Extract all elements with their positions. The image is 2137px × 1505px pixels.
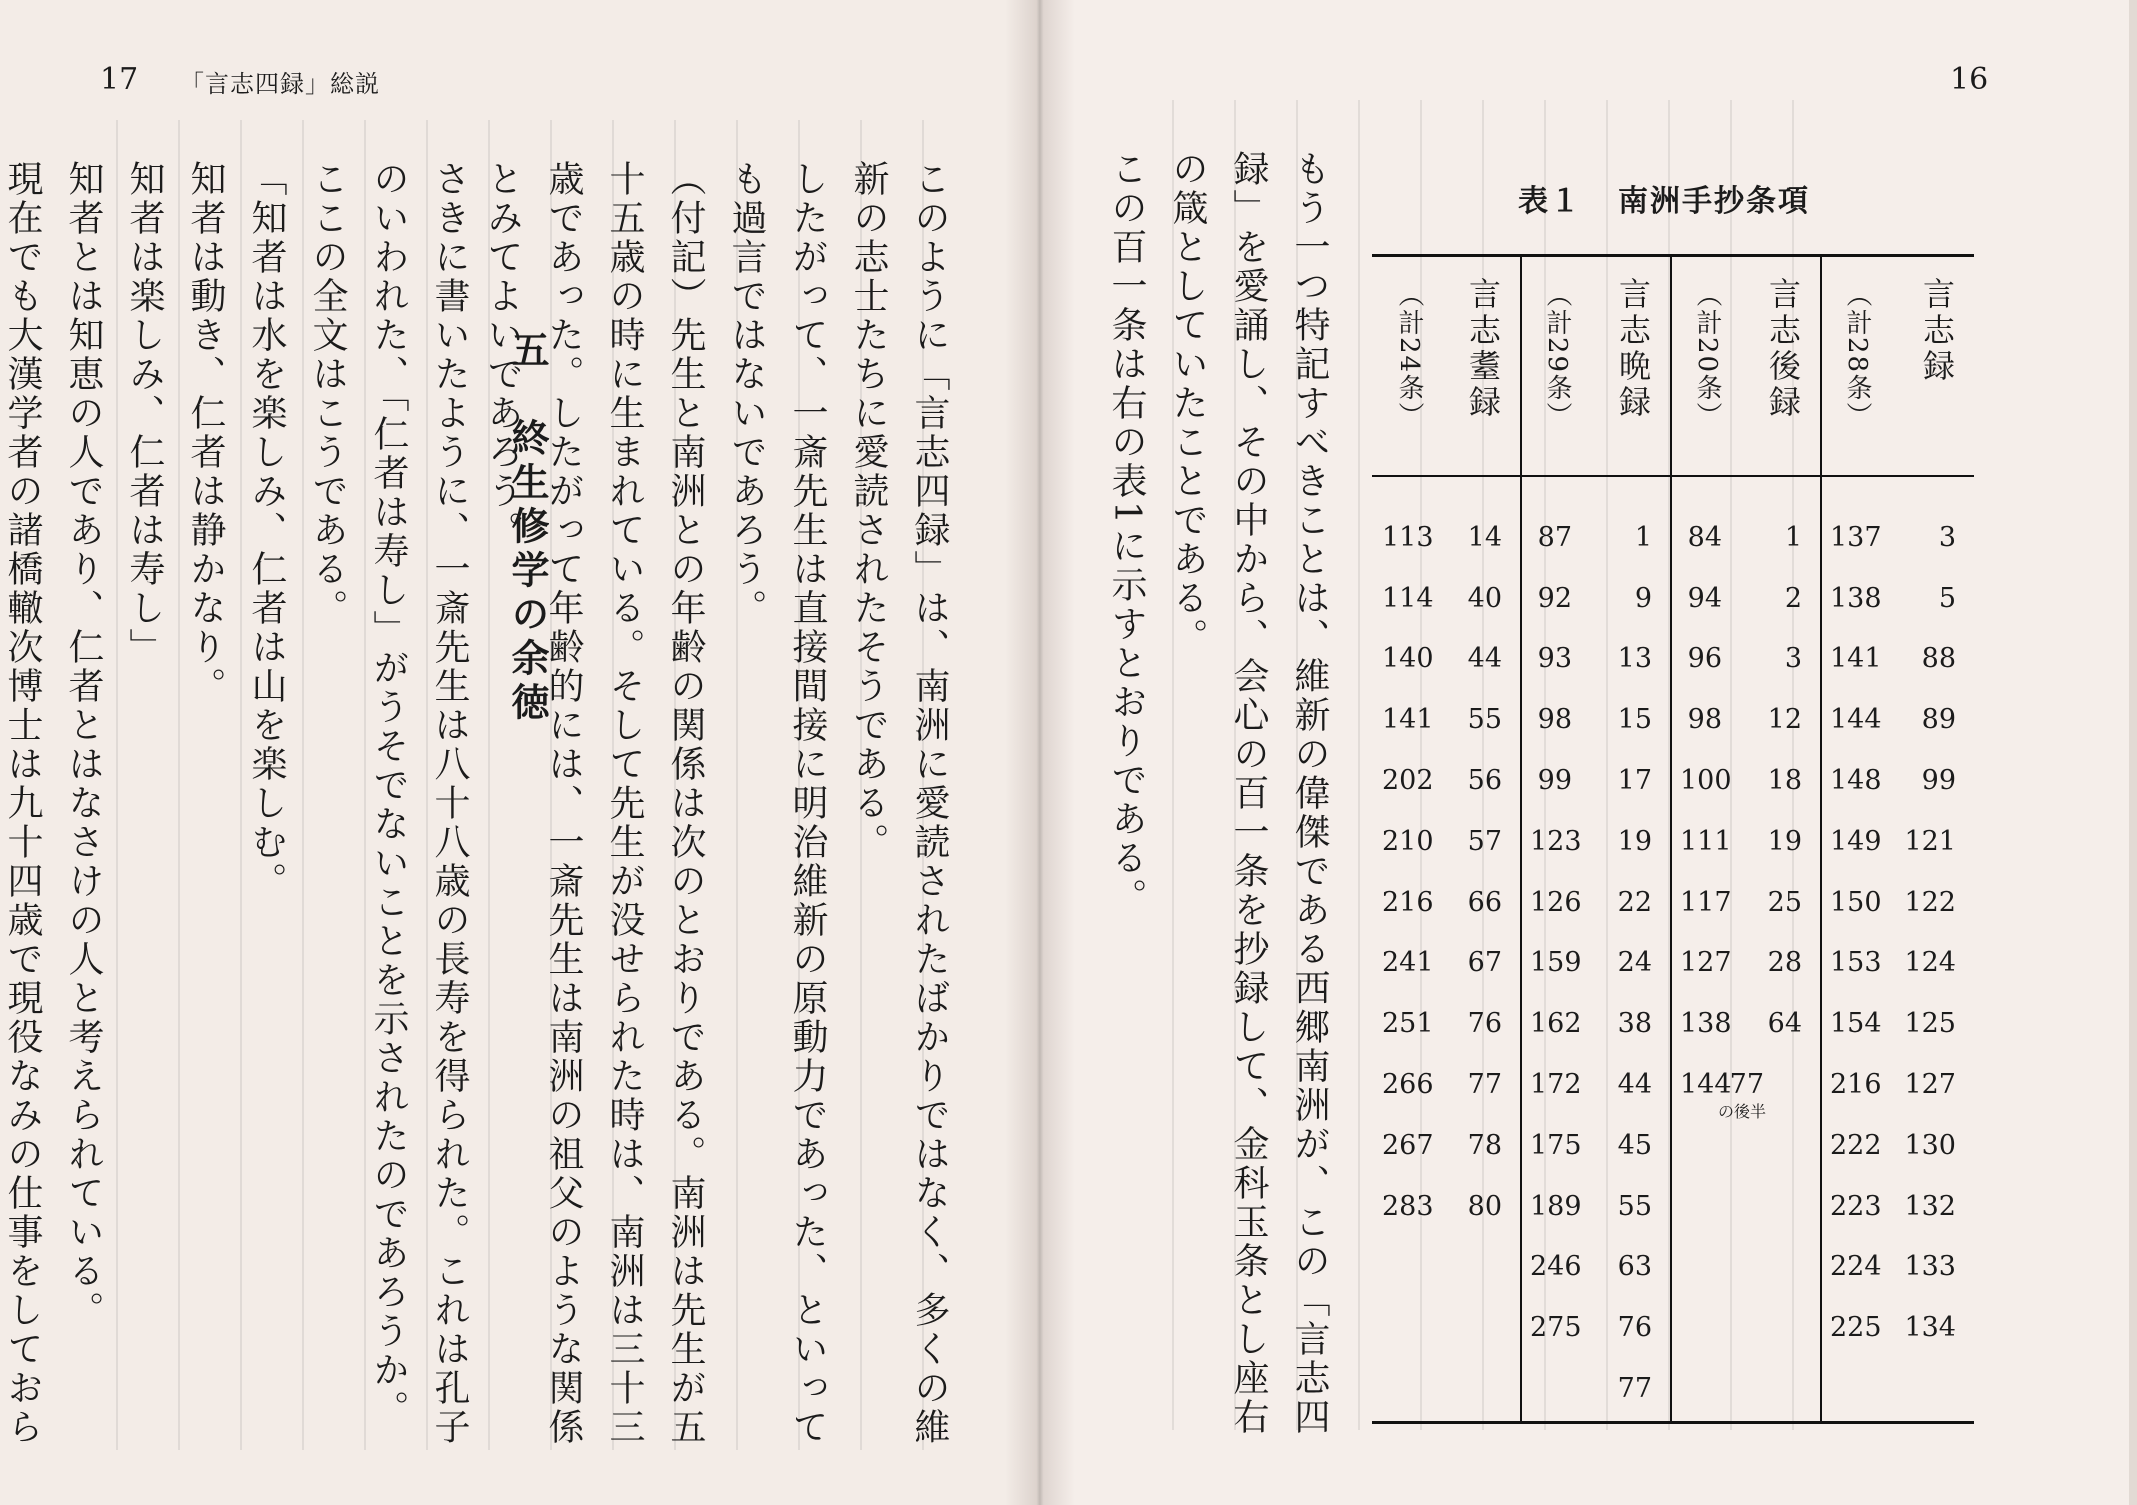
cell-value-b: 127 xyxy=(1904,1069,1956,1101)
cell-value-b: 14 xyxy=(1467,521,1502,553)
table-row xyxy=(1820,568,1974,629)
cell-value-b: 3 xyxy=(1784,643,1802,675)
cell-value-a: 84 xyxy=(1687,521,1722,553)
table-row xyxy=(1670,872,1820,933)
cell-value-a: 137 xyxy=(1830,521,1882,553)
table-row xyxy=(1372,933,1520,994)
quote-line: 知者は楽しみ、仁者は寿し」 xyxy=(124,160,165,667)
table-row xyxy=(1670,1054,1820,1122)
cell-value-a: 266 xyxy=(1382,1069,1434,1101)
cell-value-b: 76 xyxy=(1617,1312,1652,1344)
cell-value-a: 216 xyxy=(1382,886,1434,918)
cell-value-b: 55 xyxy=(1467,704,1502,736)
table-row xyxy=(1520,568,1670,629)
cell-value-b: 99 xyxy=(1921,765,1956,797)
cell-value-b: 40 xyxy=(1467,582,1502,614)
column-header xyxy=(1372,257,1520,477)
cell-value-a: 117 xyxy=(1680,886,1732,918)
cell-value-a: 126 xyxy=(1530,886,1582,918)
cell-value-b: 121 xyxy=(1904,825,1956,857)
table-row xyxy=(1372,689,1520,750)
table-row xyxy=(1670,689,1820,750)
cell-value-b: 130 xyxy=(1904,1129,1956,1161)
table-row xyxy=(1520,629,1670,690)
column-header xyxy=(1520,257,1670,477)
table-row xyxy=(1820,507,1974,568)
cell-value-b: 89 xyxy=(1921,704,1956,736)
table-row xyxy=(1820,811,1974,872)
cell-value-b: 2 xyxy=(1784,582,1802,614)
paragraph: 現在でも大漢学者の諸橋轍次博士は九十四歳で現役なみの仕事をしておら xyxy=(2,160,43,1447)
quote-line: 「知者は水を楽しみ、仁者は山を楽しむ。 xyxy=(246,160,287,901)
column-cells xyxy=(1372,507,1520,1237)
table-row xyxy=(1372,1054,1520,1115)
table-caption: 南洲手抄条項 xyxy=(1618,184,1810,219)
column-count: （計29条） xyxy=(1542,281,1572,431)
cell-value-a: 138 xyxy=(1830,582,1882,614)
table-row xyxy=(1520,750,1670,811)
cell-value-a: 172 xyxy=(1530,1069,1582,1101)
table-row xyxy=(1820,1115,1974,1176)
table-row xyxy=(1520,1358,1670,1419)
right-body-text xyxy=(1106,150,1340,1440)
cell-value-a: 224 xyxy=(1830,1251,1882,1283)
right-page-number: 16 xyxy=(1950,62,1989,97)
cell-value-a: 87 xyxy=(1537,521,1572,553)
table-row xyxy=(1372,1115,1520,1176)
cell-value-a: 223 xyxy=(1830,1190,1882,1222)
table-row xyxy=(1670,568,1820,629)
cell-value-a: 216 xyxy=(1830,1069,1882,1101)
cell-value-b: 22 xyxy=(1617,886,1652,918)
section-heading: 五 終生修学の余徳 xyxy=(505,330,550,726)
cell-value-b: 78 xyxy=(1467,1129,1502,1161)
cell-value-a: 202 xyxy=(1382,765,1434,797)
cell-value-a: 159 xyxy=(1530,947,1582,979)
column-count: （計28条） xyxy=(1842,281,1872,431)
cell-value-a: 162 xyxy=(1530,1008,1582,1040)
left-body-after-heading xyxy=(2,160,480,1450)
cell-value-a: 138 xyxy=(1680,1008,1732,1040)
cell-value-b: 122 xyxy=(1904,886,1956,918)
cell-value-b: 67 xyxy=(1467,947,1502,979)
cell-value-b: 124 xyxy=(1904,947,1956,979)
column-count: （計20条） xyxy=(1692,281,1722,431)
cell-value-a: 222 xyxy=(1830,1129,1882,1161)
table-row xyxy=(1372,811,1520,872)
table-row xyxy=(1520,1054,1670,1115)
cell-value-a: 149 xyxy=(1830,825,1882,857)
cell-value-a: 93 xyxy=(1537,643,1572,675)
cell-value-b: 19 xyxy=(1617,825,1652,857)
column-title: 言志耋録 xyxy=(1464,277,1502,421)
cell-value-a: 92 xyxy=(1537,582,1572,614)
running-head: 「言志四録」総説 xyxy=(180,70,380,98)
cell-value-b: 45 xyxy=(1617,1129,1652,1161)
cell-value-b: 57 xyxy=(1467,825,1502,857)
cell-value-a: 267 xyxy=(1382,1129,1434,1161)
book-gutter xyxy=(1005,0,1075,1505)
table-row xyxy=(1670,933,1820,994)
cell-value-b: 134 xyxy=(1904,1312,1956,1344)
cell-value-b: 24 xyxy=(1617,947,1652,979)
table-row xyxy=(1820,629,1974,690)
table-row xyxy=(1372,629,1520,690)
cell-value-a: 148 xyxy=(1830,765,1882,797)
cell-value-a: 150 xyxy=(1830,886,1882,918)
cell-value-b: 80 xyxy=(1467,1190,1502,1222)
cell-value-b: 66 xyxy=(1467,886,1502,918)
cell-value-b: 76 xyxy=(1467,1008,1502,1040)
cell-value-a: 251 xyxy=(1382,1008,1434,1040)
cell-value-a: 246 xyxy=(1530,1251,1582,1283)
cell-note: の後半 xyxy=(1718,1102,1767,1122)
cell-value-a: 96 xyxy=(1687,643,1722,675)
cell-value-a: 189 xyxy=(1530,1190,1582,1222)
cell-value-a: 98 xyxy=(1687,704,1722,736)
paragraph: したがって、一斎先生は直接間接に明治維新の原動力であった、といっても過言ではないであろう。 xyxy=(726,160,828,1447)
cell-value-b: 13 xyxy=(1617,643,1652,675)
table-row xyxy=(1520,811,1670,872)
table-column-genshi-banroku xyxy=(1520,257,1672,1421)
cell-value-b: 63 xyxy=(1617,1251,1652,1283)
table-row xyxy=(1520,933,1670,994)
cell-value-a: 123 xyxy=(1530,825,1582,857)
table-row xyxy=(1820,1297,1974,1358)
table-row xyxy=(1820,750,1974,811)
cell-value-a: 210 xyxy=(1382,825,1434,857)
paragraph: （付記）先生と南洲との年齢の関係は次のとおりである。南洲は先生が五十五歳の時に生まれている。そして先生が没せられた時は、南洲は三十三歳であった。したがって年齢的には、一斎先生は南洲の祖父のような関係とみてよいであろう。 xyxy=(482,160,706,1447)
cell-value-a: 141 xyxy=(1382,704,1434,736)
cell-value-b: 9 xyxy=(1634,582,1652,614)
cell-value-a: 100 xyxy=(1680,765,1732,797)
cell-value-b: 55 xyxy=(1617,1190,1652,1222)
table-title xyxy=(1518,176,1810,220)
table-row xyxy=(1520,689,1670,750)
cell-value-b: 77 xyxy=(1729,1069,1764,1101)
table-row xyxy=(1820,1176,1974,1237)
table-row xyxy=(1520,1237,1670,1298)
quote-line: 知者は動き、仁者は静かなり。 xyxy=(185,160,226,706)
column-title: 言志録 xyxy=(1918,277,1956,385)
table-row xyxy=(1520,507,1670,568)
page-edge xyxy=(2129,0,2137,1505)
cell-value-a: 225 xyxy=(1830,1312,1882,1344)
cell-value-b: 77 xyxy=(1467,1069,1502,1101)
cell-value-a: 175 xyxy=(1530,1129,1582,1161)
table-row xyxy=(1372,872,1520,933)
column-cells xyxy=(1520,507,1670,1419)
cell-value-b: 5 xyxy=(1938,582,1956,614)
table-column-genshi-koroku xyxy=(1670,257,1822,1421)
cell-value-a: 153 xyxy=(1830,947,1882,979)
table-row xyxy=(1372,750,1520,811)
table-row xyxy=(1670,507,1820,568)
column-cells xyxy=(1670,507,1820,1122)
cell-value-b: 38 xyxy=(1617,1008,1652,1040)
cell-value-a: 99 xyxy=(1537,765,1572,797)
table-row xyxy=(1820,933,1974,994)
table-row xyxy=(1520,1115,1670,1176)
cell-value-b: 15 xyxy=(1617,704,1652,736)
cell-value-b: 133 xyxy=(1904,1251,1956,1283)
cell-value-b: 77 xyxy=(1617,1373,1652,1405)
cell-value-a: 127 xyxy=(1680,947,1732,979)
table-row xyxy=(1372,1176,1520,1237)
data-table xyxy=(1372,254,1974,1424)
cell-value-b: 25 xyxy=(1767,886,1802,918)
cell-value-a: 275 xyxy=(1530,1312,1582,1344)
cell-value-b: 44 xyxy=(1467,643,1502,675)
column-title: 言志後録 xyxy=(1764,277,1802,421)
paragraph: 知者とは知恵の人であり、仁者とはなさけの人と考えられている。 xyxy=(63,160,104,1330)
cell-value-a: 144 xyxy=(1830,704,1882,736)
table-column-genshiroku xyxy=(1820,257,1974,1421)
cell-value-b: 12 xyxy=(1767,704,1802,736)
table-row xyxy=(1670,629,1820,690)
paragraph: このように「言志四録」は、南洲に愛読されたばかりではなく、多くの維新の志士たちに愛読されたそうである。 xyxy=(848,160,950,1447)
cell-value-b: 132 xyxy=(1904,1190,1956,1222)
left-page-number: 17 xyxy=(100,62,139,97)
paragraph: もう一つ特記すべきことは、維新の偉傑である西郷南洲が、この「言志四録」を愛誦し、その中から、会心の百一条を抄録して、金科玉条とし座右の箴としていたことである。 xyxy=(1167,150,1330,1437)
cell-value-a: 154 xyxy=(1830,1008,1882,1040)
cell-value-a: 144 xyxy=(1680,1069,1732,1101)
table-row xyxy=(1670,811,1820,872)
table-row xyxy=(1520,872,1670,933)
cell-value-a: 140 xyxy=(1382,643,1434,675)
cell-value-b: 17 xyxy=(1617,765,1652,797)
cell-value-b: 44 xyxy=(1617,1069,1652,1101)
table-row xyxy=(1520,1176,1670,1237)
cell-value-a: 114 xyxy=(1382,582,1434,614)
cell-value-a: 241 xyxy=(1382,947,1434,979)
table-column-genshi-tetsuroku xyxy=(1372,257,1522,1421)
cell-value-a: 113 xyxy=(1382,521,1434,553)
cell-value-b: 56 xyxy=(1467,765,1502,797)
column-header xyxy=(1820,257,1974,477)
table-row xyxy=(1820,689,1974,750)
cell-value-a: 283 xyxy=(1382,1190,1434,1222)
table-row xyxy=(1820,1054,1974,1115)
cell-value-b: 64 xyxy=(1767,1008,1802,1040)
table-row xyxy=(1520,993,1670,1054)
cell-value-a: 94 xyxy=(1687,582,1722,614)
paragraph: さきに書いたように、一斎先生は八十八歳の長寿を得られた。これは孔子のいわれた、「仁者は寿し」がうそでないことを示されたのであろうか。ここの全文はこうである。 xyxy=(307,160,470,1447)
table-row xyxy=(1520,1297,1670,1358)
cell-value-b: 19 xyxy=(1767,825,1802,857)
cell-value-a: 141 xyxy=(1830,643,1882,675)
cell-value-b: 125 xyxy=(1904,1008,1956,1040)
cell-value-a: 98 xyxy=(1537,704,1572,736)
table-row xyxy=(1820,1237,1974,1298)
column-cells xyxy=(1820,507,1974,1358)
table-row xyxy=(1670,750,1820,811)
table-row xyxy=(1372,568,1520,629)
table-row xyxy=(1372,993,1520,1054)
cell-value-b: 3 xyxy=(1938,521,1956,553)
table-label: 表１ xyxy=(1518,184,1582,219)
column-count: （計24条） xyxy=(1394,281,1424,431)
cell-value-b: 1 xyxy=(1634,521,1652,553)
table-row xyxy=(1820,993,1974,1054)
column-header xyxy=(1670,257,1820,477)
cell-value-b: 1 xyxy=(1784,521,1802,553)
cell-value-b: 18 xyxy=(1767,765,1802,797)
cell-value-b: 88 xyxy=(1921,643,1956,675)
cell-value-a: 111 xyxy=(1680,825,1732,857)
cell-value-b: 28 xyxy=(1767,947,1802,979)
table-row xyxy=(1670,993,1820,1054)
table-row xyxy=(1372,507,1520,568)
column-title: 言志晩録 xyxy=(1614,277,1652,421)
table-row xyxy=(1820,872,1974,933)
paragraph: この百一条は右の表1に示すとおりである。 xyxy=(1106,150,1147,917)
